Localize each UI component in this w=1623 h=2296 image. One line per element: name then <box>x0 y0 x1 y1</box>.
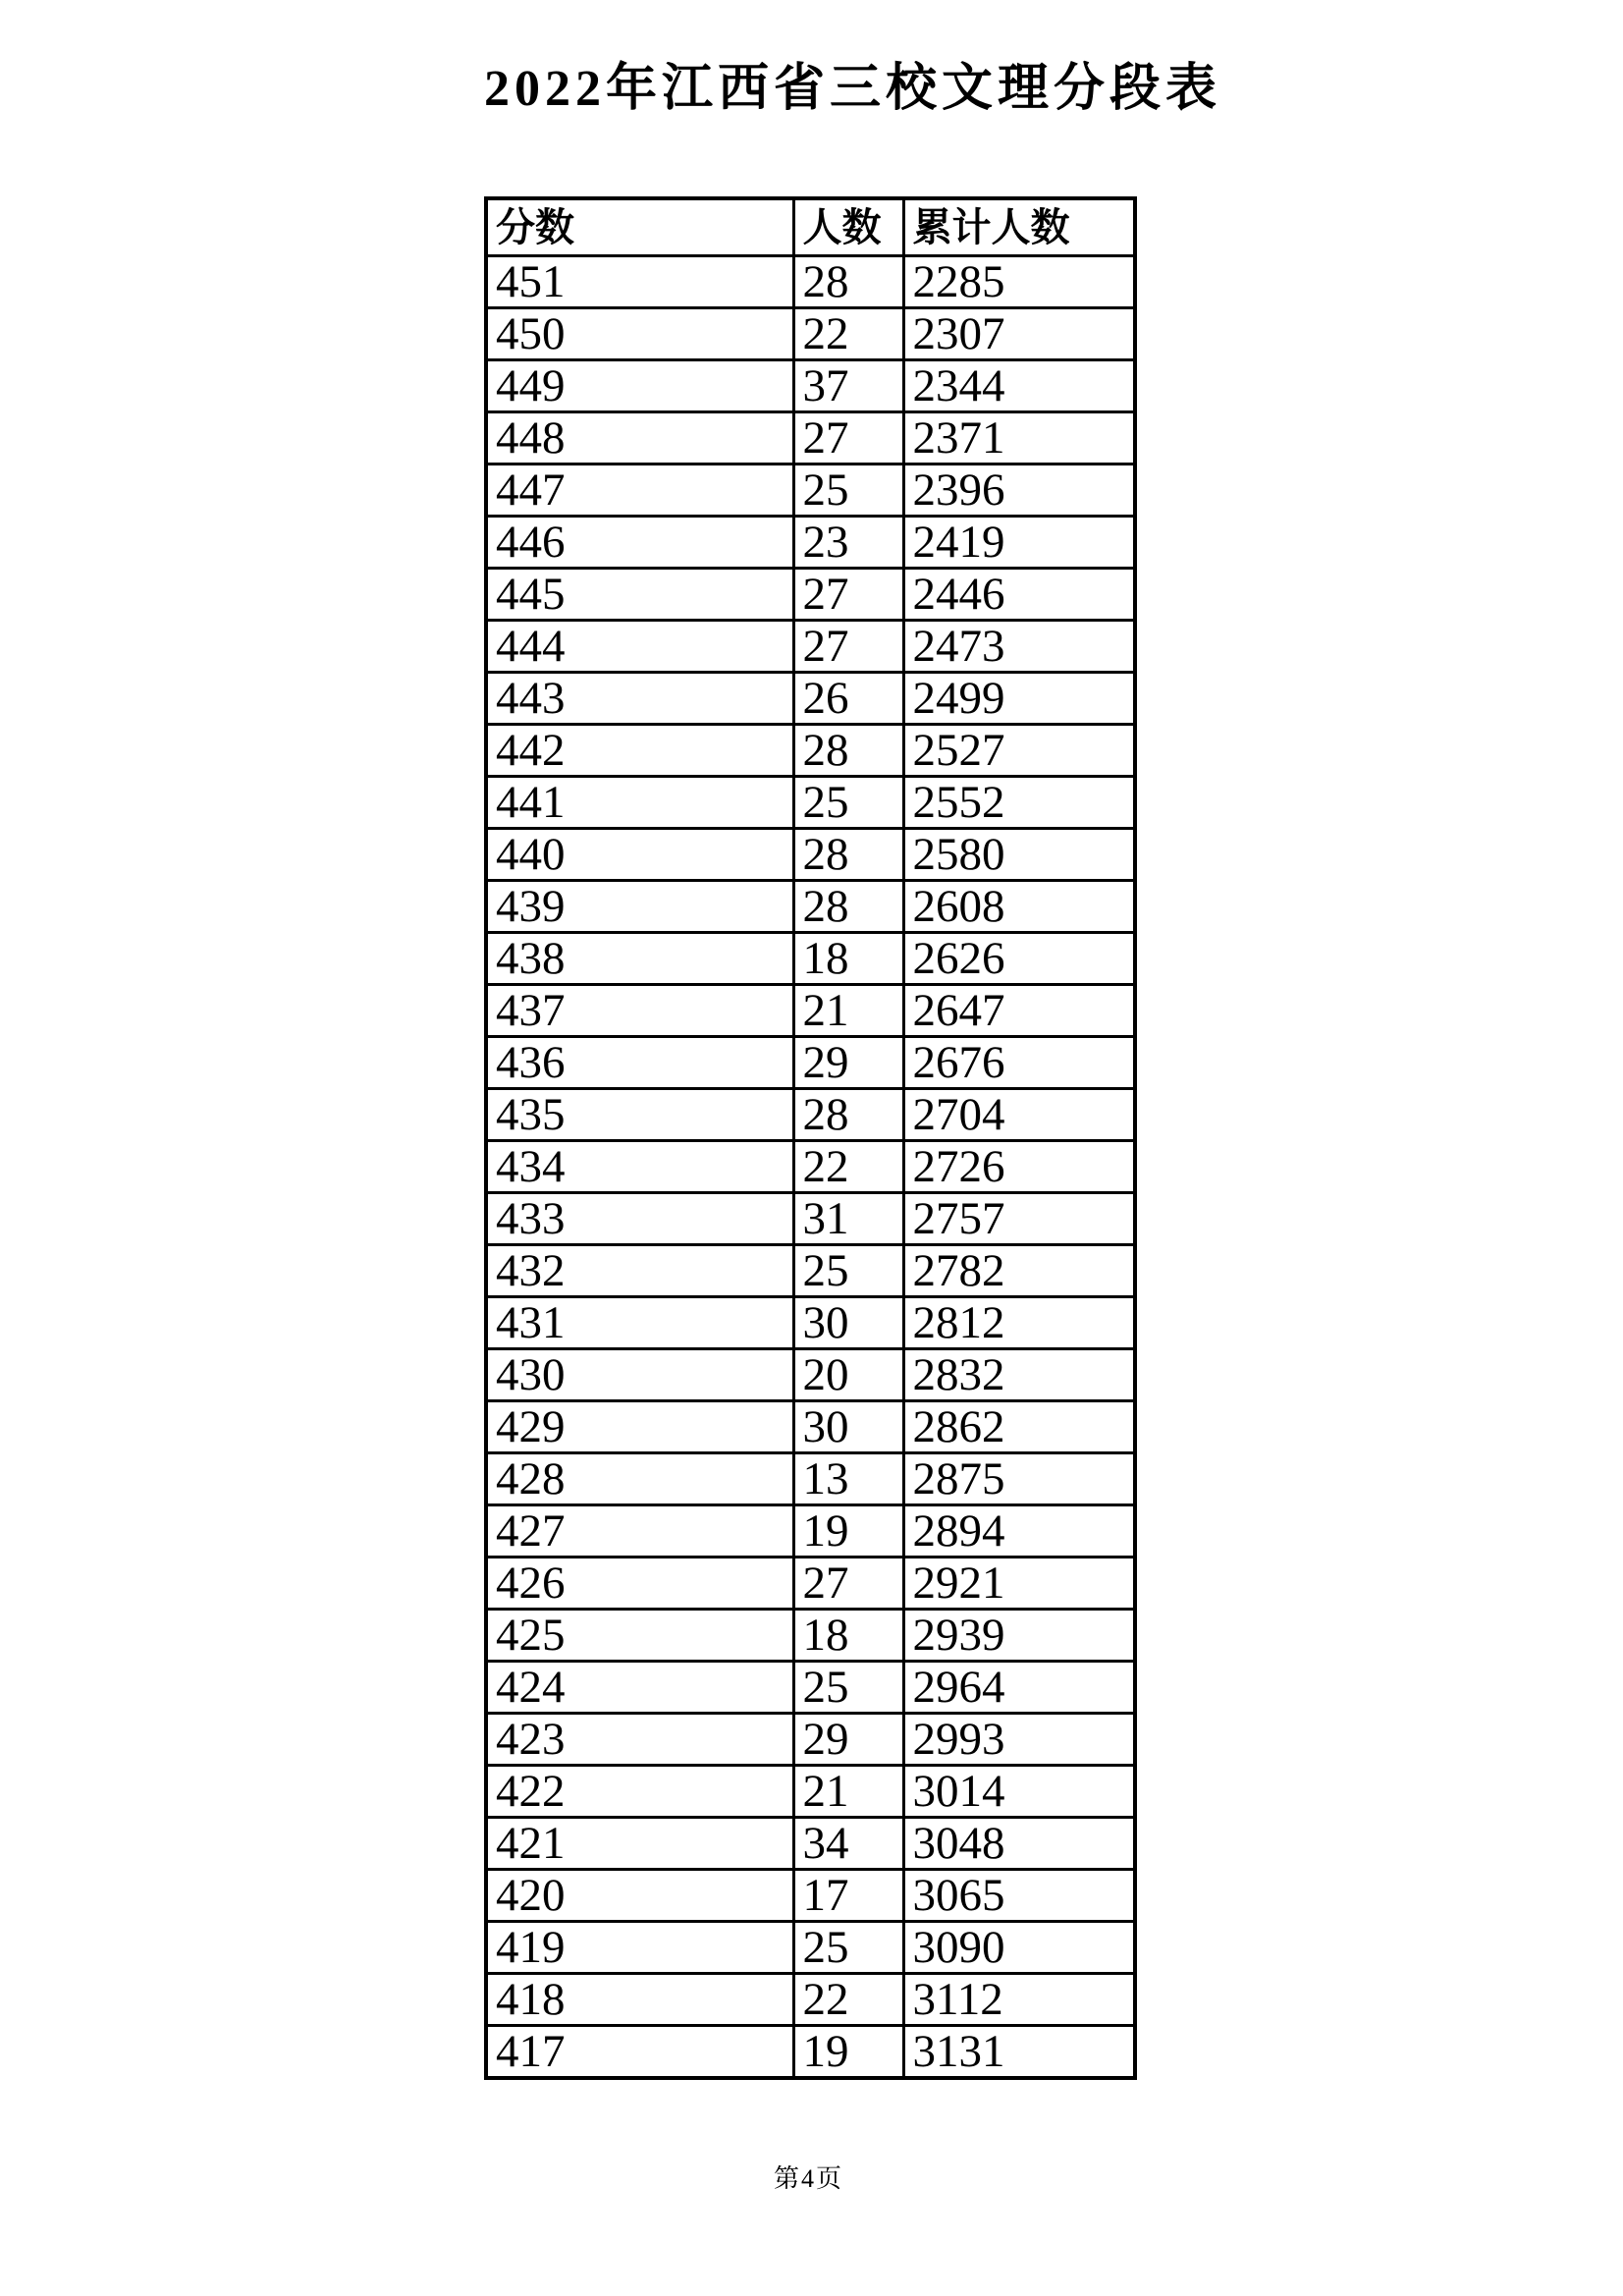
count-cell: 19 <box>793 1505 903 1558</box>
table-row <box>486 412 1135 465</box>
score-cell: 446 <box>486 517 793 569</box>
score-cell: 420 <box>486 1870 793 1922</box>
cumulative-cell: 2894 <box>903 1505 1135 1558</box>
score-cell: 429 <box>486 1401 793 1453</box>
score-cell: 421 <box>486 1818 793 1870</box>
score-cell: 425 <box>486 1610 793 1662</box>
cumulative-cell: 2921 <box>903 1558 1135 1610</box>
count-cell: 25 <box>793 1662 903 1714</box>
cumulative-cell: 2344 <box>903 360 1135 412</box>
cumulative-cell: 2875 <box>903 1453 1135 1505</box>
score-cell: 448 <box>486 412 793 465</box>
cumulative-cell: 2371 <box>903 412 1135 465</box>
score-cell: 436 <box>486 1037 793 1089</box>
count-cell: 25 <box>793 1922 903 1974</box>
table-row <box>486 308 1135 360</box>
count-cell: 22 <box>793 1141 903 1193</box>
score-cell: 433 <box>486 1193 793 1245</box>
cumulative-cell: 2757 <box>903 1193 1135 1245</box>
column-header-cumulative: 累计人数 <box>903 198 1135 256</box>
table-row <box>486 1766 1135 1818</box>
count-cell: 26 <box>793 673 903 725</box>
score-cell: 432 <box>486 1245 793 1297</box>
table-row <box>486 2026 1135 2079</box>
count-cell: 21 <box>793 985 903 1037</box>
count-cell: 31 <box>793 1193 903 1245</box>
score-cell: 430 <box>486 1349 793 1401</box>
score-cell: 441 <box>486 777 793 829</box>
score-cell: 450 <box>486 308 793 360</box>
table-row <box>486 1505 1135 1558</box>
table-row <box>486 1245 1135 1297</box>
table-row <box>486 933 1135 985</box>
table-row <box>486 777 1135 829</box>
score-cell: 451 <box>486 256 793 308</box>
cumulative-cell: 2812 <box>903 1297 1135 1349</box>
table-row <box>486 569 1135 621</box>
cumulative-cell: 2396 <box>903 465 1135 517</box>
count-cell: 28 <box>793 881 903 933</box>
table-row <box>486 1610 1135 1662</box>
count-cell: 17 <box>793 1870 903 1922</box>
count-cell: 23 <box>793 517 903 569</box>
table-row <box>486 465 1135 517</box>
page-number-label: 第4页 <box>773 2164 843 2193</box>
cumulative-cell: 2285 <box>903 256 1135 308</box>
table-row <box>486 1818 1135 1870</box>
count-cell: 27 <box>793 1558 903 1610</box>
score-table-body <box>486 256 1135 2079</box>
count-cell: 25 <box>793 777 903 829</box>
count-cell: 28 <box>793 1089 903 1141</box>
cumulative-cell: 3112 <box>903 1974 1135 2026</box>
count-cell: 18 <box>793 1610 903 1662</box>
table-row <box>486 985 1135 1037</box>
score-cell: 427 <box>486 1505 793 1558</box>
count-cell: 27 <box>793 569 903 621</box>
table-row <box>486 256 1135 308</box>
table-row <box>486 1141 1135 1193</box>
count-cell: 28 <box>793 725 903 777</box>
table-row <box>486 1401 1135 1453</box>
table-row <box>486 621 1135 673</box>
count-cell: 27 <box>793 621 903 673</box>
score-cell: 417 <box>486 2026 793 2079</box>
count-cell: 28 <box>793 256 903 308</box>
count-cell: 34 <box>793 1818 903 1870</box>
cumulative-cell: 3090 <box>903 1922 1135 1974</box>
cumulative-cell: 2626 <box>903 933 1135 985</box>
cumulative-cell: 2964 <box>903 1662 1135 1714</box>
cumulative-cell: 3014 <box>903 1766 1135 1818</box>
count-cell: 29 <box>793 1714 903 1766</box>
score-cell: 437 <box>486 985 793 1037</box>
cumulative-cell: 2473 <box>903 621 1135 673</box>
cumulative-cell: 2608 <box>903 881 1135 933</box>
count-cell: 22 <box>793 1974 903 2026</box>
cumulative-cell: 2446 <box>903 569 1135 621</box>
cumulative-cell: 2726 <box>903 1141 1135 1193</box>
score-cell: 444 <box>486 621 793 673</box>
cumulative-cell: 2832 <box>903 1349 1135 1401</box>
count-cell: 37 <box>793 360 903 412</box>
table-row <box>486 360 1135 412</box>
cumulative-cell: 3048 <box>903 1818 1135 1870</box>
table-row <box>486 1870 1135 1922</box>
count-cell: 20 <box>793 1349 903 1401</box>
count-cell: 29 <box>793 1037 903 1089</box>
cumulative-cell: 2704 <box>903 1089 1135 1141</box>
score-cell: 428 <box>486 1453 793 1505</box>
score-cell: 419 <box>486 1922 793 1974</box>
count-cell: 18 <box>793 933 903 985</box>
count-cell: 27 <box>793 412 903 465</box>
score-cell: 426 <box>486 1558 793 1610</box>
score-cell: 445 <box>486 569 793 621</box>
table-row <box>486 725 1135 777</box>
count-cell: 22 <box>793 308 903 360</box>
count-cell: 25 <box>793 1245 903 1297</box>
score-cell: 439 <box>486 881 793 933</box>
table-row <box>486 1714 1135 1766</box>
table-row <box>486 881 1135 933</box>
cumulative-cell: 2647 <box>903 985 1135 1037</box>
table-row <box>486 1558 1135 1610</box>
table-row <box>486 1662 1135 1714</box>
cumulative-cell: 2419 <box>903 517 1135 569</box>
count-cell: 30 <box>793 1401 903 1453</box>
table-header-row <box>486 198 1135 256</box>
column-header-count: 人数 <box>793 198 903 256</box>
score-cell: 438 <box>486 933 793 985</box>
score-cell: 440 <box>486 829 793 881</box>
cumulative-cell: 2552 <box>903 777 1135 829</box>
page-title: 2022年江西省三校文理分段表 <box>484 61 1222 117</box>
table-row <box>486 1453 1135 1505</box>
score-cell: 442 <box>486 725 793 777</box>
count-cell: 28 <box>793 829 903 881</box>
count-cell: 30 <box>793 1297 903 1349</box>
score-cell: 431 <box>486 1297 793 1349</box>
score-cell: 422 <box>486 1766 793 1818</box>
table-row <box>486 1297 1135 1349</box>
table-row <box>486 1349 1135 1401</box>
count-cell: 13 <box>793 1453 903 1505</box>
cumulative-cell: 2993 <box>903 1714 1135 1766</box>
score-cell: 423 <box>486 1714 793 1766</box>
cumulative-cell: 2580 <box>903 829 1135 881</box>
score-cell: 434 <box>486 1141 793 1193</box>
score-cell: 418 <box>486 1974 793 2026</box>
score-cell: 449 <box>486 360 793 412</box>
count-cell: 21 <box>793 1766 903 1818</box>
cumulative-cell: 2939 <box>903 1610 1135 1662</box>
score-cell: 443 <box>486 673 793 725</box>
score-cell: 447 <box>486 465 793 517</box>
score-cell: 424 <box>486 1662 793 1714</box>
score-cell: 435 <box>486 1089 793 1141</box>
cumulative-cell: 3131 <box>903 2026 1135 2079</box>
table-row <box>486 829 1135 881</box>
table-row <box>486 1037 1135 1089</box>
table-row <box>486 1922 1135 1974</box>
cumulative-cell: 2676 <box>903 1037 1135 1089</box>
count-cell: 19 <box>793 2026 903 2079</box>
count-cell: 25 <box>793 465 903 517</box>
cumulative-cell: 3065 <box>903 1870 1135 1922</box>
table-row <box>486 1089 1135 1141</box>
cumulative-cell: 2307 <box>903 308 1135 360</box>
table-row <box>486 1193 1135 1245</box>
column-header-score: 分数 <box>486 198 793 256</box>
table-row <box>486 1974 1135 2026</box>
cumulative-cell: 2862 <box>903 1401 1135 1453</box>
table-row <box>486 673 1135 725</box>
cumulative-cell: 2527 <box>903 725 1135 777</box>
cumulative-cell: 2499 <box>903 673 1135 725</box>
table-row <box>486 517 1135 569</box>
cumulative-cell: 2782 <box>903 1245 1135 1297</box>
score-distribution-table <box>484 196 1137 2080</box>
